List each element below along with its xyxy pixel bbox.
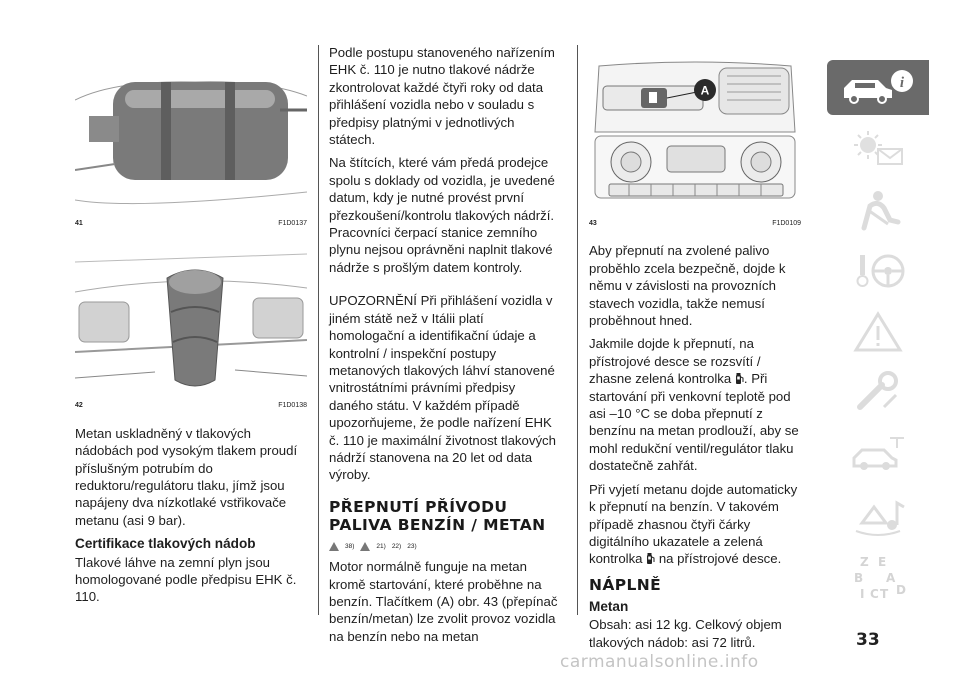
callout-a-label: A (700, 83, 710, 98)
warning-triangle-icon (329, 542, 339, 551)
tab-safety[interactable] (827, 182, 929, 237)
heading-fill: NÁPLNĚ (589, 575, 662, 594)
multimedia-icon (838, 493, 918, 537)
figure-41-gas-tank (75, 60, 307, 212)
reference: 22) (391, 542, 402, 550)
tab-car-info[interactable] (827, 60, 929, 115)
index-letter: T (880, 586, 889, 600)
paragraph-part: Při vyjetí metanu dojde automaticky k přepnutí na benzín. V takovém případě zhasnou čtyři čárky digitálního ukazatele a zelená kontrolka (589, 481, 798, 567)
reference-marks (329, 538, 561, 555)
paragraph: Obsah: asi 12 kg. Celkový objem tlakových nádob: asi 72 litrů. (589, 617, 782, 650)
warning-triangle-tab-icon (838, 310, 918, 354)
tab-multimedia[interactable] (827, 487, 929, 542)
alphabet-index-icon (838, 552, 918, 600)
chapter-tabs (827, 60, 929, 609)
figure-code: F1D0137 (278, 220, 307, 227)
column-2 (329, 44, 561, 651)
figure-code: F1D0109 (772, 220, 801, 227)
figure-42-caption (75, 397, 307, 414)
tab-tech-data[interactable] (827, 426, 929, 481)
figure-41-caption (75, 215, 307, 232)
figure-number: 42 (75, 402, 83, 410)
car-info-icon (838, 68, 918, 108)
warning-triangle-icon (360, 542, 370, 551)
tab-warning[interactable] (827, 304, 929, 359)
gas-tank-illustration (75, 60, 307, 212)
tab-index[interactable] (827, 548, 929, 603)
index-letter: Z (860, 554, 869, 569)
steering-wheel-key-icon (838, 249, 918, 293)
figure-number: 41 (75, 220, 83, 227)
figure-43-dashboard (589, 60, 801, 212)
lights-mail-icon (838, 127, 918, 171)
watermark: carmanualsonline.info (560, 652, 759, 672)
tab-service[interactable] (827, 365, 929, 420)
wrench-icon (838, 371, 918, 415)
index-letter: C (870, 586, 879, 600)
column-3 (589, 60, 801, 657)
column-separator-1 (318, 45, 319, 615)
airbag-seat-icon (838, 188, 918, 232)
underbody-illustration (75, 242, 307, 394)
figure-43-caption (589, 215, 801, 232)
methane-warning-light-icon (735, 373, 744, 384)
paragraph-part: . Při startování při venkovní teplotě pod asi –10 °C se doba přepnutí z benzínu na metan prodlouží, aby se mohl redukční ventil/regulátor tlaku dostatečně zahřát. (589, 371, 799, 474)
reference: 23) (407, 542, 417, 550)
index-letter: A (886, 570, 896, 585)
column-1 (75, 60, 307, 612)
paragraph: Aby přepnutí na zvolené palivo proběhlo zcela bezpečně, dojde k němu v závislosti na provozních stavech vozidla, takže nemusí proběhnout hned. (589, 243, 786, 329)
column-separator-2 (577, 45, 578, 615)
warning-paragraph: UPOZORNĚNÍ Při přihlášení vozidla v jiném státě než v Itálii platí homologační a identifikační údaje a kontrolní / inspekční postupy metanových tlakových láhví stanovené vnitrostátními právními předpisy daného státu. V každém případě upozorňujeme, že podle nařízení EHK č. 110 je maximální životnost tlakových nádrží stanovena na 20 let od data výroby. (329, 293, 556, 483)
reference: 21) (376, 542, 386, 550)
figure-42-underbody (75, 242, 307, 394)
reference: 38) (345, 542, 355, 550)
paragraph: Na štítcích, které vám předá prodejce spolu s doklady od vozidla, je uvedené datum, kdy je nutné provést první přezkoušení/kontrolu tlakových nádrží. Pracovníci čerpací stanice zemního plynu nejsou oprávněni naplnit tlakové nádrže s prošlým datem kontroly. (329, 155, 555, 275)
index-letter: I (860, 586, 865, 600)
svg-text:i: i (899, 74, 905, 91)
index-letter: E (878, 554, 887, 569)
paragraph (589, 335, 801, 474)
heading-certification: Certifikace tlakových nádob (75, 536, 256, 552)
paragraph: Tlakové láhve na zemní plyn jsou homologované podle předpisu EHK č. 110. (75, 554, 297, 605)
heading-methane: Metan (589, 598, 629, 614)
index-letter: D (896, 582, 906, 597)
methane-warning-light-icon (646, 553, 655, 564)
dashboard-switch-illustration (589, 60, 801, 212)
tab-lights-mail[interactable] (827, 121, 929, 176)
paragraph (589, 481, 801, 568)
figure-number: 43 (589, 220, 597, 227)
paragraph-part: na přístrojové desce. (655, 551, 782, 567)
index-letter: B (854, 570, 864, 585)
heading-fuel-switch: PŘEPNUTÍ PŘÍVODU PALIVA BENZÍN / METAN (329, 497, 546, 534)
paragraph: Podle postupu stanoveného nařízením EHK č. 110 je nutno tlakové nádrže zkontrolovat každé čtyři roky od data přihlášení vozidla nebo v souladu s předpisy platnými v jednotlivých státech. (329, 45, 555, 148)
paragraph: Metan uskladněný v tlakových nádobách pod vysokým tlakem proudí příslušným potrubím do reduktoru/regulátoru tlaku, jímž jsou napájeny dva nízkotlaké vstřikovače metanu (asi 9 bar). (75, 425, 298, 528)
tab-driving[interactable] (827, 243, 929, 298)
page-number: 33 (856, 630, 880, 650)
paragraph-part: Jakmile dojde k přepnutí, na přístrojové desce se rozsvítí / zhasne zelená kontrolka (589, 336, 761, 387)
car-specs-icon (838, 432, 918, 476)
figure-code: F1D0138 (278, 402, 307, 410)
paragraph: Motor normálně funguje na metan kromě startování, které proběhne na benzín. Tlačítkem (A) obr. 43 (přepínač benzín/metan) lze zvolit provoz vozidla na benzín nebo na metan (329, 559, 558, 644)
